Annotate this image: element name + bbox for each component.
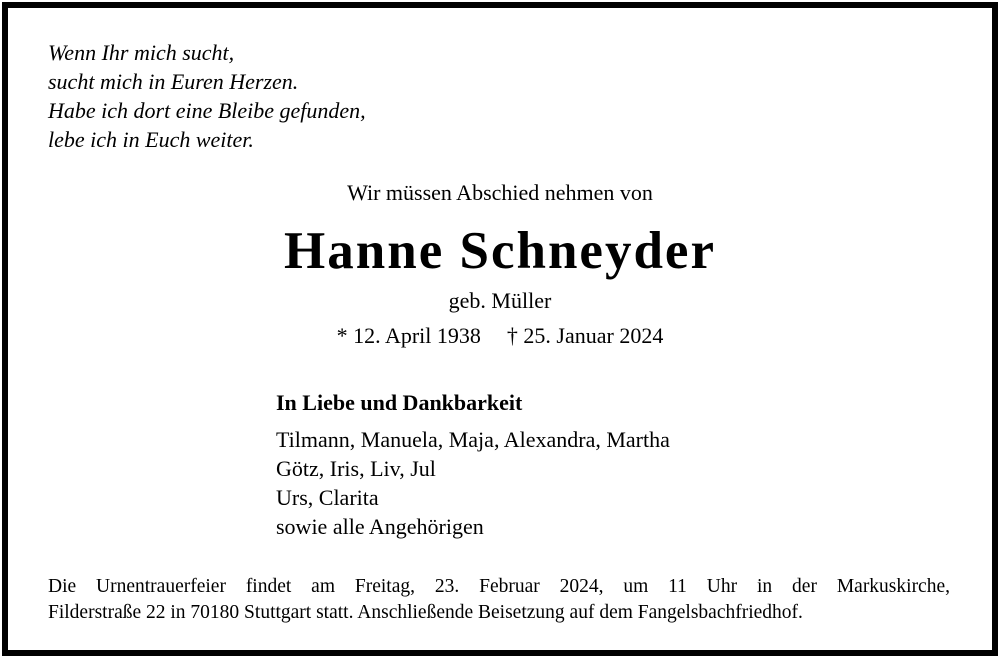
mourners-heading: In Liebe und Dankbarkeit bbox=[276, 390, 523, 415]
death-date: † 25. Januar 2024 bbox=[506, 323, 664, 348]
obituary-notice bbox=[2, 2, 998, 656]
mourners-line: Urs, Clarita bbox=[276, 485, 379, 510]
poem-line: sucht mich in Euren Herzen. bbox=[48, 69, 299, 94]
funeral-details-line: Filderstraße 22 in 70180 Stuttgart statt. Anschließende Beisetzung auf dem Fangelsbachfriedhof. bbox=[48, 602, 803, 623]
birth-date: * 12. April 1938 bbox=[336, 323, 481, 348]
poem-line: Habe ich dort eine Bleibe gefunden, bbox=[48, 98, 366, 123]
intro-text: Wir müssen Abschied nehmen von bbox=[347, 180, 653, 205]
mourners-line: sowie alle Angehörigen bbox=[276, 514, 484, 539]
funeral-details-line: Die Urnentrauerfeier findet am Freitag, 23. Februar 2024, um 11 Uhr in der Markuskirche, bbox=[48, 576, 950, 597]
mourners-section bbox=[276, 388, 670, 541]
life-dates bbox=[8, 322, 992, 350]
poem-line: lebe ich in Euch weiter. bbox=[48, 127, 254, 152]
funeral-details bbox=[48, 574, 950, 626]
poem bbox=[48, 38, 366, 154]
poem-line: Wenn Ihr mich sucht, bbox=[48, 40, 235, 65]
deceased-name: Hanne Schneyder bbox=[284, 222, 716, 280]
mourners-line: Tilmann, Manuela, Maja, Alexandra, Martha bbox=[276, 427, 670, 452]
birth-name: geb. Müller bbox=[448, 288, 552, 313]
mourners-line: Götz, Iris, Liv, Jul bbox=[276, 456, 436, 481]
